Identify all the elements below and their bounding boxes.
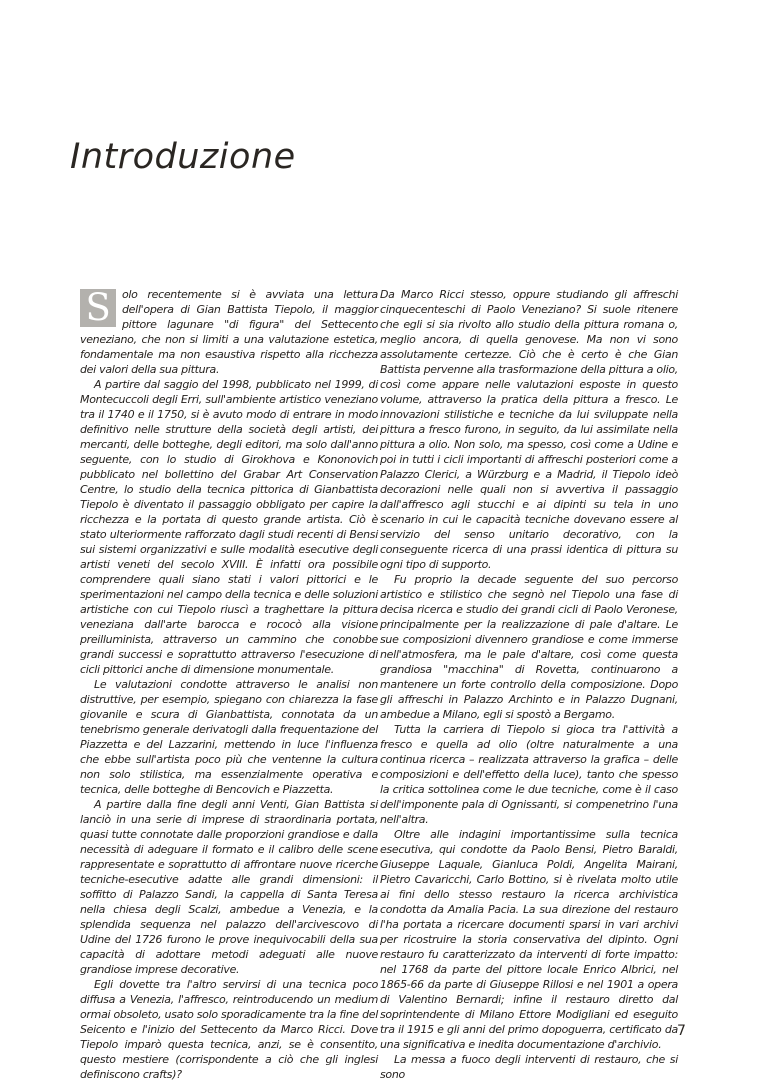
page-title: Introduzione <box>70 137 296 177</box>
paragraph: Oltre alle indagini importantissime sulla tecnica esecutiva, qui condotte da Paolo Bensi, Pietro Baraldi, Giuseppe Laquale, Gianluca Poldi, Angelita Mairani, Pietro Cavaricchi, Carlo Bottino, si è rivelata molto utile ai fini dello stesso restauro la ricerca archivistica condotta da Amalia Pacia. La sua direzione del restauro l'ha portata a ricercare documenti sparsi in vari archivi per ricostruire la storia conservativa del dipinto. Ogni restauro fu caratterizzato da interventi di forte impatto: nel 1768 da parte del pittore locale Enrico Albrici, nel 1865-66 da parte di Giuseppe Rillosi e nel 1901 a opera di Valentino Bernardi; infine il restauro diretto dal soprintendente di Milano Ettore Modigliani ed eseguito tra il 1915 e gli anni del primo dopoguerra, certificato da una significativa e inedita documentazione d'archivio. <box>380 828 678 1051</box>
paragraph: A partire dal saggio del 1998, pubblicato nel 1999, di Montecuccoli degli Erri, sull'ambiente artistico veneziano tra il 1740 e il 1750, si è avuto modo di entrare in modo definitivo nelle strutture della società degli artisti, dei mercanti, delle botteghe, degli editori, ma solo dall'anno seguente, con lo studio di Girokhova e Kononovich pubblicato nel bollettino del Grabar Art Conservation Centre, lo studio della tecnica pittorica di Gianbattista Tiepolo è diventato il passaggio obbligato per capire la ricchezza e la portata di questo grande artista. Ciò è stato ulteriormente rafforzato dagli studi recenti di Bensi sui sistemi organizzativi e sulle modalità esecutive degli artisti veneti del secolo XVIII. È infatti ora possibile comprendere quali siano stati i valori pittorici e le sperimentazioni nel campo della tecnica e delle soluzioni artistiche con cui Tiepolo riuscì a traghettare la pittura veneziana dall'arte barocca e rococò alla visione preilluminista, attraverso un cammino che conobbe grandi successi e soprattutto attraverso l'esecuzione di cicli pittorici anche di dimensione monumentale. <box>80 378 378 676</box>
paragraph: Da Marco Ricci stesso, oppure studiando gli affreschi cinquecenteschi di Paolo Veneziano? Si suole ritenere che egli si sia rivolto allo studio della pittura romana o, meglio ancora, di quella genovese. Ma non vi sono assolutamente certezze. Ciò che è certo è che Gian Battista pervenne alla trasformazione della pittura a olio, così come appare nelle valutazioni esposte in questo volume, attraverso la pratica della pittura a fresco. Le innovazioni stilistiche e tecniche da lui sviluppate nella pittura a fresco furono, in seguito, da lui assimilate nella pittura a olio. Non solo, ma spesso, così come a Udine e poi in tutti i cicli importanti di affreschi posteriori come a Palazzo Clerici, a Würzburg e a Madrid, il Tiepolo ideò decorazioni nelle quali non si avvertiva il passaggio dall'affresco agli stucchi e ai dipinti su tela in uno scenario in cui le capacità tecniche dovevano essere al servizio del senso unitario decorativo, con la conseguente ricerca di una prassi identica di pittura su ogni tipo di supporto. <box>380 288 678 571</box>
paragraph <box>80 287 378 377</box>
text-column-left <box>80 287 378 1082</box>
text-column-right <box>380 287 678 1082</box>
paragraph: La messa a fuoco degli interventi di restauro, che si sono <box>380 1053 678 1081</box>
paragraph-text: olo recentemente si è avviata una lettura dell'opera di Gian Battista Tiepolo, il maggior pittore lagunare "di figura" del Settecento veneziano, che non si limiti a una valutazione estetica, fondamentale ma non esaustiva rispetto alla ricchezza dei valori della sua pittura. <box>80 288 378 376</box>
page-number: 7 <box>677 1023 686 1039</box>
paragraph: Le valutazioni condotte attraverso le analisi non distruttive, per esempio, spiegano con chiarezza la fase giovanile e scura di Gianbattista, connotata da un tenebrismo generale derivatogli dalla frequentazione del Piazzetta e del Lazzarini, mettendo in luce l'influenza che ebbe sull'artista poco più che ventenne la cultura non solo stilistica, ma essenzialmente operativa e tecnica, delle botteghe di Bencovich e Piazzetta. <box>80 678 378 796</box>
paragraph: A partire dalla fine degli anni Venti, Gian Battista si lanciò in una serie di imprese di straordinaria portata, quasi tutte connotate dalle proporzioni grandiose e dalla necessità di adeguare il formato e il calibro delle scene rappresentate e soprattutto di affrontare nuove ricerche tecniche-esecutive adatte alle grandi dimensioni: il soffitto di Palazzo Sandi, la cappella di Santa Teresa nella chiesa degli Scalzi, ambedue a Venezia, e la splendida sequenza nel palazzo dell'arcivescovo di Udine del 1726 furono le prove inequivocabili della sua capacità di adottare metodi adeguati alle nuove grandiose imprese decorative. <box>80 798 378 976</box>
paragraph: Egli dovette tra l'altro servirsi di una tecnica poco diffusa a Venezia, l'affresco, reintroducendo un medium ormai obsoleto, usato solo sporadicamente tra la fine del Seicento e l'inizio del Settecento da Marco Ricci. Dove Tiepolo imparò questa tecnica, anzi, se è consentito, questo mestiere (corrispondente a ciò che gli inglesi definiscono crafts)? <box>80 978 378 1081</box>
paragraph: Tutta la carriera di Tiepolo si gioca tra l'attività a fresco e quella ad olio (oltre naturalmente a una continua ricerca – realizzata attraverso la grafica – delle composizioni e dell'effetto della luce), tanto che spesso la critica sottolinea come le due tecniche, come è il caso dell'imponente pala di Ognissanti, si compenetrino l'una nell'altra. <box>380 723 678 826</box>
paragraph: Fu proprio la decade seguente del suo percorso artistico e stilistico che segnò nel Tiepolo una fase di decisa ricerca e studio dei grandi cicli di Paolo Veronese, principalmente per la realizzazione di pale d'altare. Le sue composizioni divennero grandiose e come immerse nell'atmosfera, ma le pale d'altare, così come questa grandiosa "macchina" di Rovetta, continuarono a mantenere un forte controllo della composizione. Dopo gli affreschi in Palazzo Archinto e in Palazzo Dugnani, ambedue a Milano, egli si spostò a Bergamo. <box>380 573 678 721</box>
drop-cap: S <box>80 289 116 327</box>
